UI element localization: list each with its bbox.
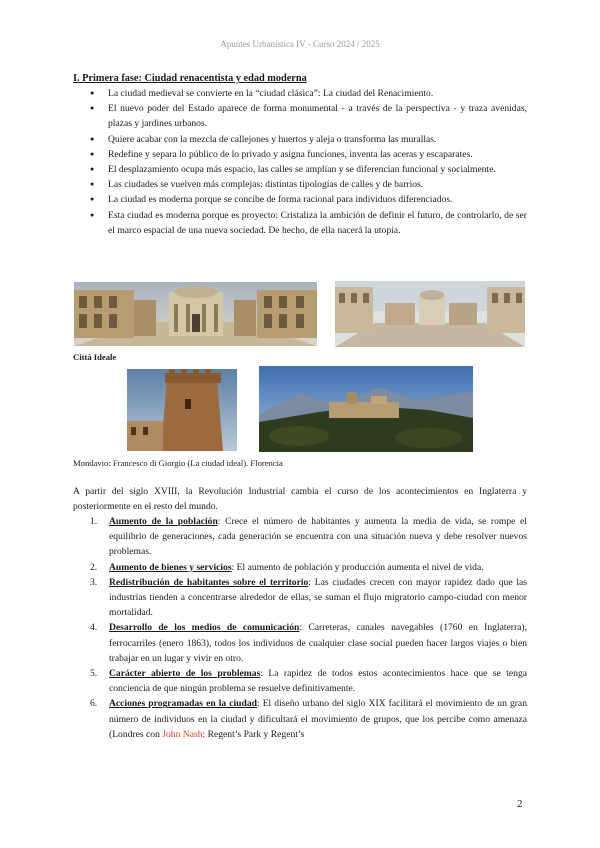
numbered-item: 4. Desarrollo de los medios de comunicación: Carreteras, canales navegables (1760 en Inglaterra), ferrocarriles (enero 1863), todos los individuos de cualquier clase social pueden hacer largos viajes o bien trabajar en un lugar y vivir en otro. bbox=[90, 622, 528, 664]
numbered-item: 5. Carácter abierto de los problemas: La rapidez de todos estos acontecimientos hace que se tenga conciencia de que ningún problema se resuelve definitivamente. bbox=[90, 668, 528, 695]
bullet-item: ● El nuevo poder del Estado aparece de forma monumental - a través de la perspectiva - y traza avenidas, plazas y jardines urbanos. bbox=[90, 101, 527, 131]
bullet-item: ● Quiere acabar con la mezcla de callejones y huertos y aleja o transforma las murallas. bbox=[90, 132, 527, 147]
numbered-item: 3. Redistribución de habitantes sobre el territorio: Las ciudades crecen con mayor rapidez dado que las industrias tienden a concentrarse alrededor de ellas, se suman el flujo migratorio campo-ciudad con menor mortalidad. bbox=[90, 576, 527, 619]
bullet-item: ● Las ciudades se vuelven más complejas: distintas tipologías de calles y de barrios. bbox=[90, 177, 527, 192]
bullet-item: ● El desplazamiento ocupa más espacio, las calles se amplían y se diferencian funcional y socialmente. bbox=[90, 162, 527, 177]
hill-town-landscape-image bbox=[259, 366, 473, 452]
item-title: Acciones programadas en la ciudad bbox=[109, 698, 257, 710]
bullet-item: ● Redefine y separa lo público de lo privado y asigna funciones, inventa las aceras y escaparates. bbox=[90, 147, 527, 162]
caption-mondavio: Mondavio: Francesco di Giorgio (La ciudad ideal). Florencia bbox=[73, 458, 283, 468]
page-header: Apuntes Urbanística IV - Curso 2024 / 2025 bbox=[220, 39, 380, 49]
item-title: Carácter abierto de los problemas bbox=[109, 668, 261, 680]
bullet-item: ● La ciudad medieval se convierte en la “ciudad clásica”: La ciudad del Renacimiento. bbox=[90, 86, 527, 101]
mondavio-fortress-image bbox=[127, 369, 237, 451]
bullet-list bbox=[90, 86, 527, 238]
numbered-list bbox=[90, 514, 527, 742]
numbered-item: 2. Aumento de bienes y servicios: El aumento de población y producción aumenta el nivel de vida. bbox=[90, 561, 484, 573]
item-title: Aumento de bienes y servicios bbox=[109, 561, 232, 573]
numbered-item: 6. Acciones programadas en la ciudad: El diseño urbano del siglo XIX facilitará el movimiento de un gran número de individuos en la ciudad y dificultará el movimiento de grupos, que los percibe como amenaza (Londres con John Nash: Regent’s Park y Regent’s bbox=[90, 698, 527, 740]
highlighted-name-john-nash: John Nash bbox=[162, 728, 203, 740]
item-title: Desarrollo de los medios de comunicación bbox=[109, 622, 300, 634]
page-number: 2 bbox=[517, 798, 523, 810]
caption-citta-ideale: Città Ideale bbox=[73, 352, 117, 362]
ideal-city-square-image bbox=[335, 281, 525, 347]
item-title: Aumento de la población bbox=[109, 516, 218, 527]
numbered-item: 1. Aumento de la población: Crece el número de habitantes y aumenta la media de vida, se rompe el equilibrio de generaciones, cada generación se encuentra con una situación nueva y debe resolver nuevos problemas. bbox=[90, 516, 527, 558]
citta-ideale-painting-image bbox=[74, 282, 317, 346]
item-title: Redistribución de habitantes sobre el territorio bbox=[109, 576, 309, 588]
intro-paragraph: A partir del siglo XVIII, la Revolución Industrial cambia el curso de los acontecimientos en Inglaterra y posteriormente en el resto del mundo. bbox=[73, 486, 527, 513]
bullet-item: ● La ciudad es moderna porque se concibe de forma racional para individuos diferenciados. bbox=[90, 192, 527, 207]
bullet-item: ● Esta ciudad es moderna porque es proyecto: Cristaliza la ambición de definir el futuro, de controlarlo, de ser el marco espacial de una nueva sociedad. De hecho, de ella nacerá la utopía. bbox=[90, 208, 527, 238]
section-title: I. Primera fase: Ciudad renacentista y edad moderna bbox=[73, 73, 307, 84]
